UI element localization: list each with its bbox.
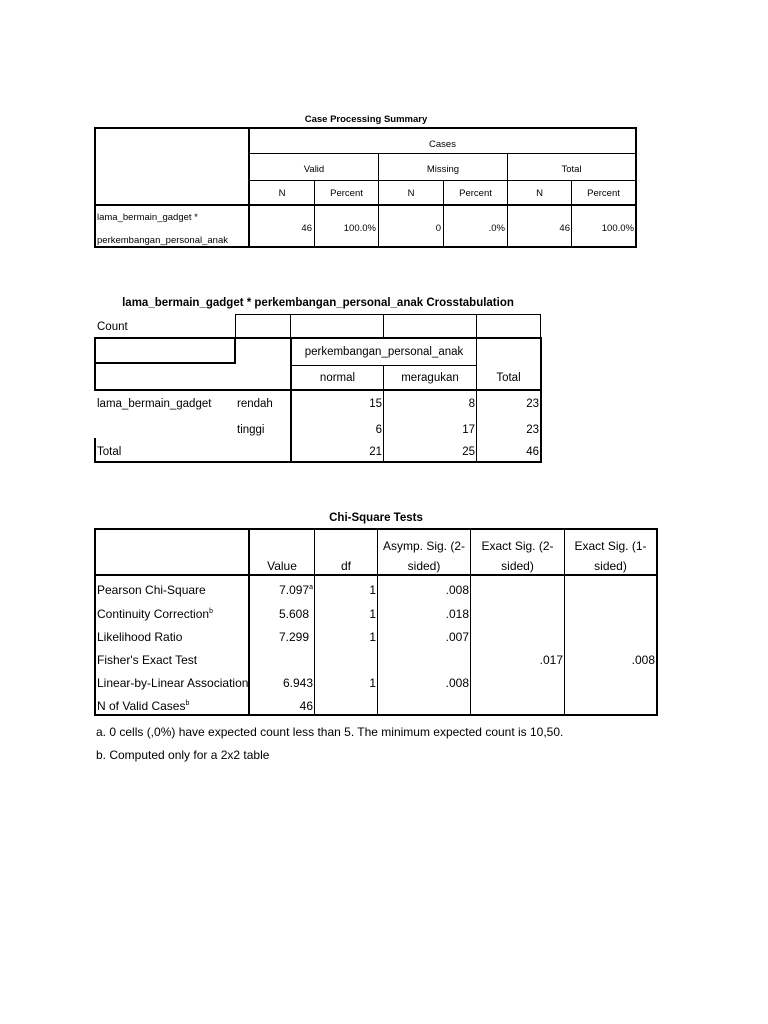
valid-percent-header: Percent bbox=[330, 188, 363, 199]
footnote-b-marker: b bbox=[209, 608, 213, 615]
valid-cases-value: 46 bbox=[299, 699, 313, 713]
total-percent-header: Percent bbox=[587, 188, 620, 199]
pearson-label: Pearson Chi-Square bbox=[97, 583, 206, 597]
chi-square-title: Chi-Square Tests bbox=[329, 512, 423, 524]
total-normal-count: 21 bbox=[369, 446, 382, 458]
row-tinggi-label: tinggi bbox=[237, 424, 265, 436]
df-header: df bbox=[340, 559, 351, 573]
pearson-asymp: .008 bbox=[445, 583, 469, 597]
column-variable-header: perkembangan_personal_anak bbox=[304, 346, 464, 358]
rendah-normal-count: 15 bbox=[369, 398, 382, 410]
missing-group-header: Missing bbox=[426, 164, 460, 175]
pearson-value: 7.097$^a$ bbox=[279, 583, 313, 597]
row-label-continued: perkembangan_personal_anak bbox=[97, 235, 228, 246]
crosstab-title: lama_bermain_gadget * perkembangan_personal_anak Crosstabulation bbox=[122, 297, 514, 309]
continuity-value: 5.608 bbox=[278, 607, 309, 621]
row-label: lama_bermain_gadget * bbox=[97, 212, 198, 223]
linear-label: Linear-by-Linear Association bbox=[97, 676, 249, 690]
likelihood-value: 7.299 bbox=[278, 630, 309, 644]
total-row-label: Total bbox=[97, 446, 122, 458]
valid-percent-value: 100.0% bbox=[343, 223, 376, 234]
total-n-value: 46 bbox=[559, 223, 570, 234]
valid-cases-label: N of Valid Cases$^b$ bbox=[97, 699, 190, 713]
row-variable-label: lama_bermain_gadget bbox=[97, 398, 212, 410]
continuity-label: Continuity Correction$^b$ bbox=[97, 607, 213, 621]
asymp-sig-header-line2: sided) bbox=[407, 559, 441, 573]
footnote-a: a. 0 cells (,0%) have expected count less than 5. The minimum expected count is 10,50. bbox=[96, 725, 564, 739]
count-label: Count bbox=[97, 321, 128, 333]
missing-n-value: 0 bbox=[435, 223, 441, 234]
asymp-sig-header: Asymp. Sig. (2- bbox=[382, 539, 466, 553]
total-meragukan-count: 25 bbox=[462, 446, 475, 458]
missing-percent-header: Percent bbox=[459, 188, 492, 199]
total-column-header: Total bbox=[496, 372, 521, 384]
total-n-header: N bbox=[536, 188, 543, 199]
likelihood-label: Likelihood Ratio bbox=[97, 630, 183, 644]
missing-percent-value: .0% bbox=[488, 223, 505, 234]
footnote-a-marker: a bbox=[309, 584, 313, 591]
valid-n-value: 46 bbox=[301, 223, 312, 234]
total-percent-value: 100.0% bbox=[601, 223, 634, 234]
missing-n-header: N bbox=[407, 188, 415, 199]
total-group-header: Total bbox=[561, 164, 582, 175]
exact-sig-2-header-line2: sided) bbox=[501, 559, 534, 573]
exact-sig-2-header: Exact Sig. (2- bbox=[481, 539, 554, 553]
exact-sig-1-header: Exact Sig. (1- bbox=[574, 539, 647, 553]
footnote-b: b. Computed only for a 2x2 table bbox=[96, 748, 270, 762]
continuity-asymp: .018 bbox=[445, 607, 469, 621]
rendah-meragukan-count: 8 bbox=[468, 398, 475, 410]
meragukan-column-header: meragukan bbox=[401, 372, 459, 384]
fisher-label: Fisher's Exact Test bbox=[97, 653, 198, 667]
cases-header: Cases bbox=[429, 139, 456, 150]
tinggi-total-count: 23 bbox=[526, 424, 539, 436]
fisher-exact-2: .017 bbox=[539, 653, 563, 667]
continuity-df: 1 bbox=[369, 607, 376, 621]
linear-asymp: .008 bbox=[445, 676, 469, 690]
rendah-total-count: 23 bbox=[526, 398, 539, 410]
value-header: Value bbox=[267, 559, 297, 573]
grand-total-count: 46 bbox=[526, 446, 539, 458]
valid-group-header: Valid bbox=[303, 164, 325, 175]
likelihood-asymp: .007 bbox=[445, 630, 469, 644]
tinggi-normal-count: 6 bbox=[375, 424, 382, 436]
linear-df: 1 bbox=[369, 676, 376, 690]
case-summary-title: Case Processing Summary bbox=[304, 114, 428, 125]
tinggi-meragukan-count: 17 bbox=[462, 424, 475, 436]
row-rendah-label: rendah bbox=[237, 398, 273, 410]
exact-sig-1-header-line2: sided) bbox=[594, 559, 627, 573]
valid-n-header: N bbox=[278, 188, 286, 199]
normal-column-header: normal bbox=[319, 372, 356, 384]
linear-value: 6.943 bbox=[282, 676, 313, 690]
likelihood-df: 1 bbox=[369, 630, 376, 644]
pearson-df: 1 bbox=[369, 583, 376, 597]
fisher-exact-1: .008 bbox=[631, 653, 655, 667]
